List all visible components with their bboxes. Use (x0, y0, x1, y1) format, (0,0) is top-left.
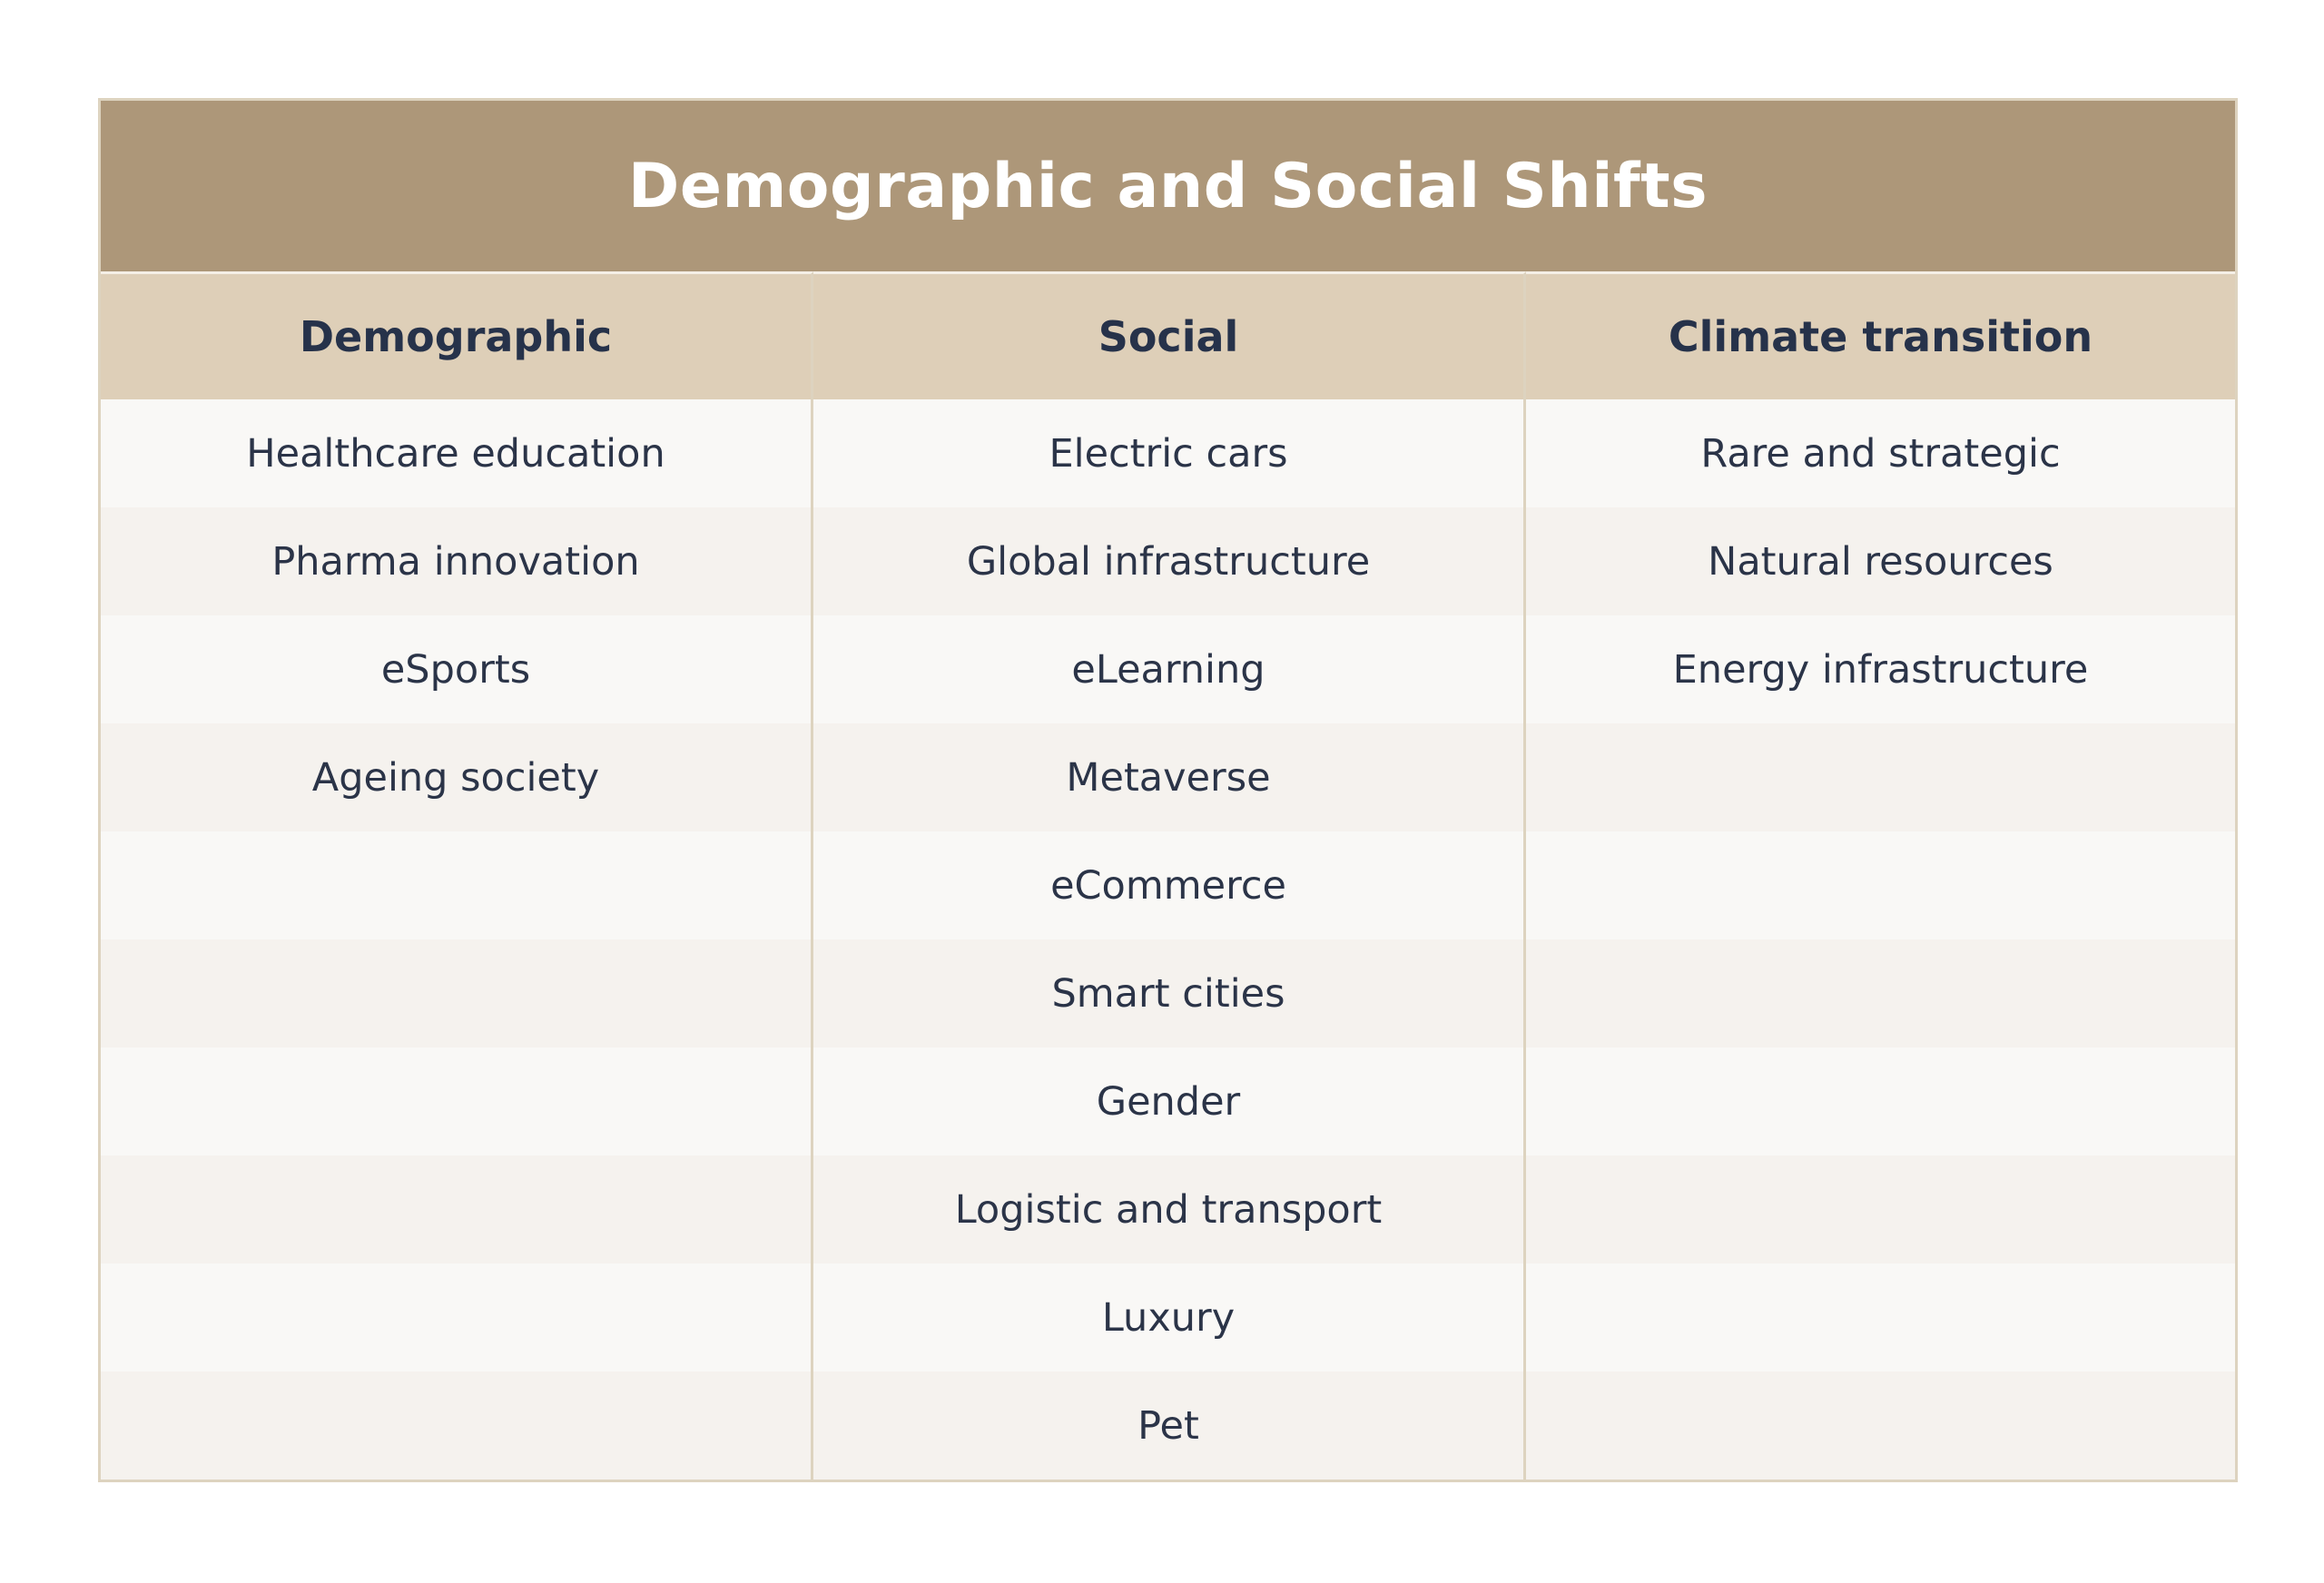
table-cell (1526, 1047, 2235, 1155)
table-cell (101, 1155, 813, 1263)
table-cell: Global infrastructure (813, 507, 1526, 615)
table-cell (101, 1263, 813, 1372)
table-cell (1526, 1155, 2235, 1263)
table-cell (101, 1047, 813, 1155)
column-header-climate-transition: Climate transition (1526, 271, 2235, 399)
shifts-table (98, 98, 2238, 1482)
table-cell: eCommerce (813, 831, 1526, 939)
table-cell: Energy infrastructure (1526, 615, 2235, 723)
table-cell: Metaverse (813, 723, 1526, 831)
table-cell (101, 1372, 813, 1480)
table-title: Demographic and Social Shifts (101, 101, 2235, 271)
table-cell (1526, 1263, 2235, 1372)
table-cell: Pet (813, 1372, 1526, 1480)
column-header-demographic: Demographic (101, 271, 813, 399)
table-cell: Ageing society (101, 723, 813, 831)
table-cell (1526, 723, 2235, 831)
table-grid (101, 271, 2235, 1480)
table-cell: Electric cars (813, 399, 1526, 507)
table-cell: Smart cities (813, 939, 1526, 1047)
table-cell: Luxury (813, 1263, 1526, 1372)
table-cell: Logistic and transport (813, 1155, 1526, 1263)
table-cell: Rare and strategic (1526, 399, 2235, 507)
table-cell (101, 831, 813, 939)
table-cell: eSports (101, 615, 813, 723)
table-cell: Healthcare education (101, 399, 813, 507)
table-cell (1526, 939, 2235, 1047)
table-cell: Gender (813, 1047, 1526, 1155)
table-cell (1526, 831, 2235, 939)
table-cell: eLearning (813, 615, 1526, 723)
table-cell: Natural resources (1526, 507, 2235, 615)
table-cell (101, 939, 813, 1047)
table-cell: Pharma innovation (101, 507, 813, 615)
table-cell (1526, 1372, 2235, 1480)
column-header-social: Social (813, 271, 1526, 399)
